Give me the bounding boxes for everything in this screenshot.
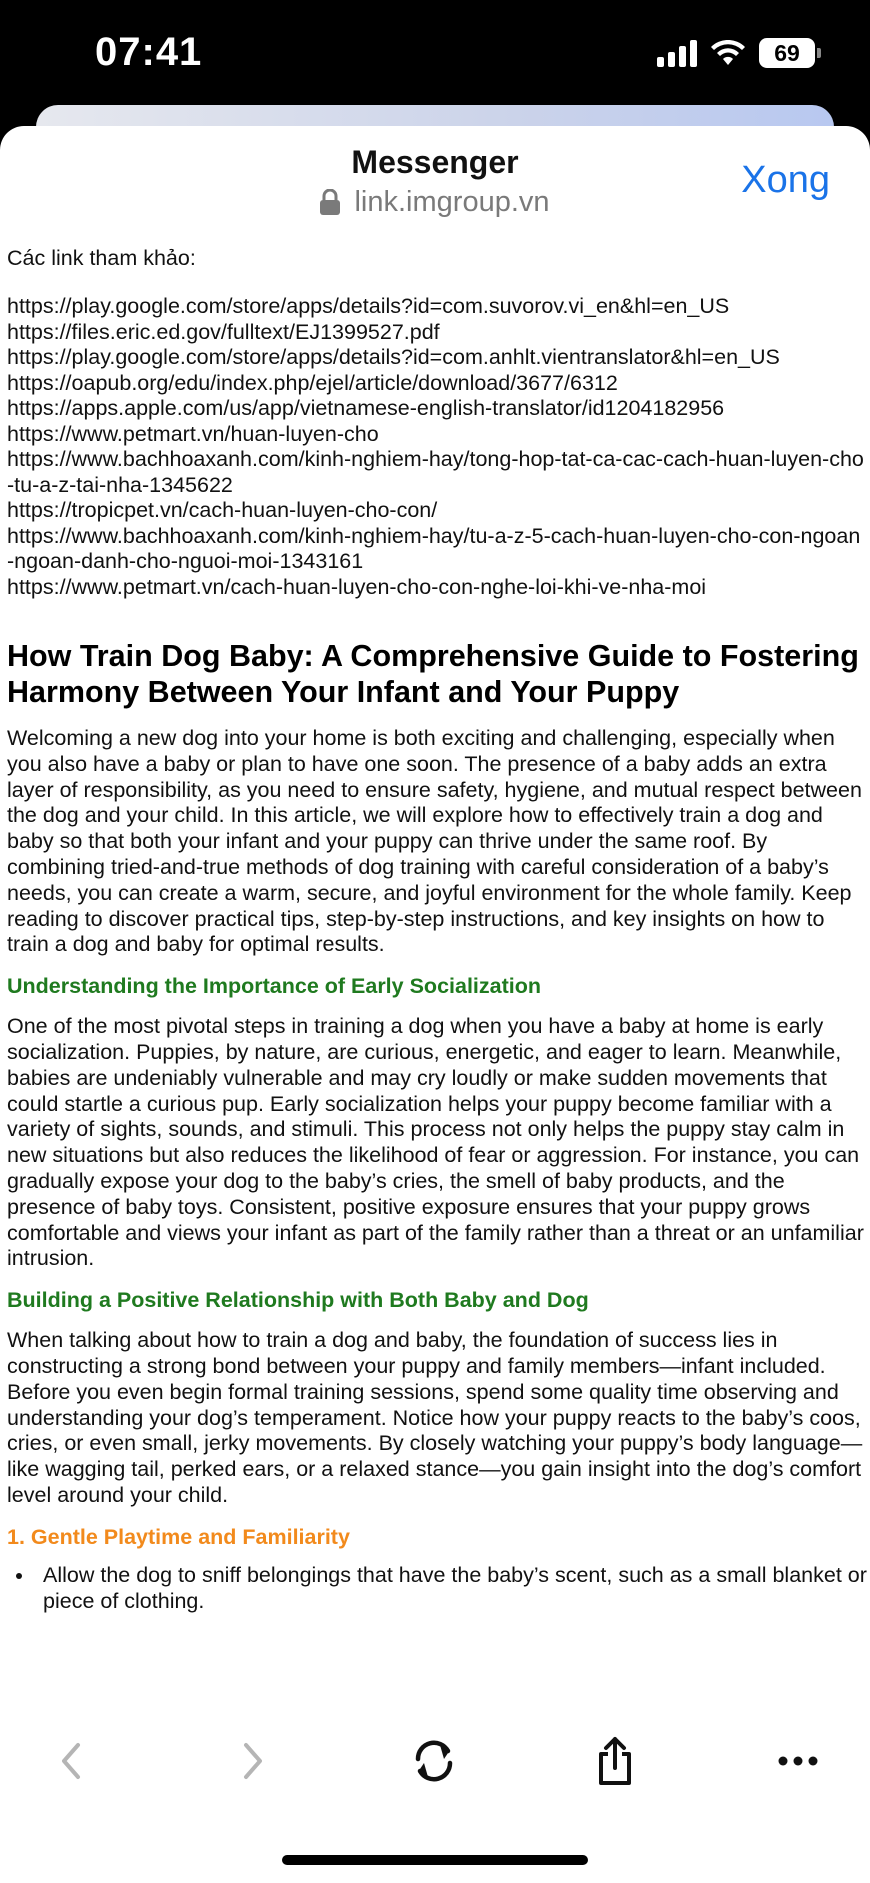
more-icon (777, 1755, 819, 1767)
status-time: 07:41 (95, 30, 203, 74)
reference-link[interactable]: https://files.eric.ed.gov/fulltext/EJ1399527.pdf (7, 319, 440, 344)
reference-link[interactable]: https://apps.apple.com/us/app/vietnamese-english-translator/id1204182956 (7, 396, 725, 420)
section-heading-relationship: Building a Positive Relationship with Both Baby and Dog (7, 1288, 589, 1313)
done-button[interactable]: Xong (741, 159, 830, 201)
chevron-left-icon (58, 1741, 82, 1781)
forward-button[interactable] (224, 1731, 284, 1791)
relationship-paragraph: When talking about how to train a dog and baby, the foundation of success lies in constructing a strong bond between your puppy and family members—infant included. Before you even begin formal training sessions, spend some quality time observing and understanding your dog’s temperament. Notice how your puppy reacts to the baby’s coos, cries, or even small, jerky movements. By closely watching your puppy’s body language—like wagging tail, perked ears, or a relaxed stance—you gain insight into the dog’s comfort level around your child. (7, 1328, 863, 1507)
browser-toolbar (0, 1711, 870, 1831)
status-bar (0, 0, 870, 110)
status-icons (657, 38, 815, 68)
intro-paragraph: Welcoming a new dog into your home is both exciting and challenging, especially when you also have a baby or plan to have one soon. The presence of a baby adds an extra layer of responsibility, as you need to ensure safety, hygiene, and mutual respect between the dog and your child. In this article, we will explore how to effectively train a dog and baby so that both your infant and your puppy can thrive under the same roof. By combining tried-and-true methods of dog training with careful consideration of a baby’s needs, you can create a warm, secure, and joyful environment for the whole family. Keep reading to discover practical tips, step-by-step instructions, and key insights on how to train a dog and baby for optimal results. (7, 726, 862, 957)
browser-header (0, 126, 870, 221)
share-icon (595, 1736, 635, 1786)
reference-link[interactable]: https://www.petmart.vn/huan-luyen-cho (7, 421, 379, 446)
page-content[interactable] (7, 244, 867, 1829)
app-title: Messenger (351, 144, 519, 180)
chevron-right-icon (242, 1741, 266, 1781)
reference-link[interactable]: https://oapub.org/edu/index.php/ejel/article/download/3677/6312 (7, 370, 618, 395)
article-title: How Train Dog Baby: A Comprehensive Guide to Fostering Harmony Between Your Infant and Your Puppy (7, 639, 859, 709)
reference-link[interactable]: https://www.bachhoaxanh.com/kinh-nghiem-hay/tong-hop-tat-ca-cac-cach-huan-luyen-cho-tu-a-z-tai-nha-1345622 (7, 447, 864, 497)
reference-link[interactable]: https://tropicpet.vn/cach-huan-luyen-cho-con/ (7, 498, 438, 522)
reference-link[interactable]: https://play.google.com/store/apps/details?id=com.anhlt.vientranslator&hl=en_US (7, 345, 780, 369)
reload-icon (410, 1737, 458, 1785)
reload-button[interactable] (404, 1731, 464, 1791)
in-app-browser-sheet (0, 126, 870, 1883)
url-display[interactable] (0, 186, 870, 219)
battery-icon (759, 38, 815, 68)
share-button[interactable] (585, 1731, 645, 1791)
battery-level: 69 (774, 39, 800, 66)
references-title: Các link tham khảo: (7, 246, 196, 270)
socialization-paragraph: One of the most pivotal steps in training a dog when you have a baby at home is early socialization. Puppies, by nature, are curious, energetic, and eager to learn. Meanwhile, babies are undeniably vulnerable and may cry loudly or make sudden movements that could startle a curious pup. Early socialization helps your puppy become familiar with a variety of sights, sounds, and stimuli. This process not only helps the puppy stay calm in new situations but also reduces the likelihood of fear or aggression. For instance, you can gradually expose your dog to the baby’s cries, the smell of baby products, and the presence of baby toys. Consistent, positive exposure ensures that your puppy grows comfortable and views your infant as part of the family rather than a threat or an unfamiliar intrusion. (7, 1014, 864, 1271)
back-button[interactable] (40, 1731, 100, 1791)
home-indicator (282, 1855, 588, 1865)
lock-icon (320, 189, 340, 215)
url-text: link.imgroup.vn (354, 186, 550, 218)
bullet-item: • Allow the dog to sniff belongings that have the baby’s scent, such as a small blanket or piece of clothing. (35, 1563, 867, 1615)
more-button[interactable] (768, 1731, 828, 1791)
cellular-signal-icon (657, 39, 697, 67)
subheading-gentle-playtime: 1. Gentle Playtime and Familiarity (7, 1524, 350, 1549)
bullet-list (7, 1563, 867, 1615)
section-heading-socialization: Understanding the Importance of Early Socialization (7, 974, 542, 999)
reference-link-list (7, 294, 867, 600)
wifi-icon (711, 40, 745, 66)
reference-link[interactable]: https://www.bachhoaxanh.com/kinh-nghiem-hay/tu-a-z-5-cach-huan-luyen-cho-con-ngoan-ngoan-danh-cho-nguoi-moi-1343161 (7, 523, 861, 573)
reference-link[interactable]: https://www.petmart.vn/cach-huan-luyen-cho-con-nghe-loi-khi-ve-nha-moi (7, 574, 707, 599)
reference-link[interactable]: https://play.google.com/store/apps/details?id=com.suvorov.vi_en&hl=en_US (7, 294, 730, 318)
